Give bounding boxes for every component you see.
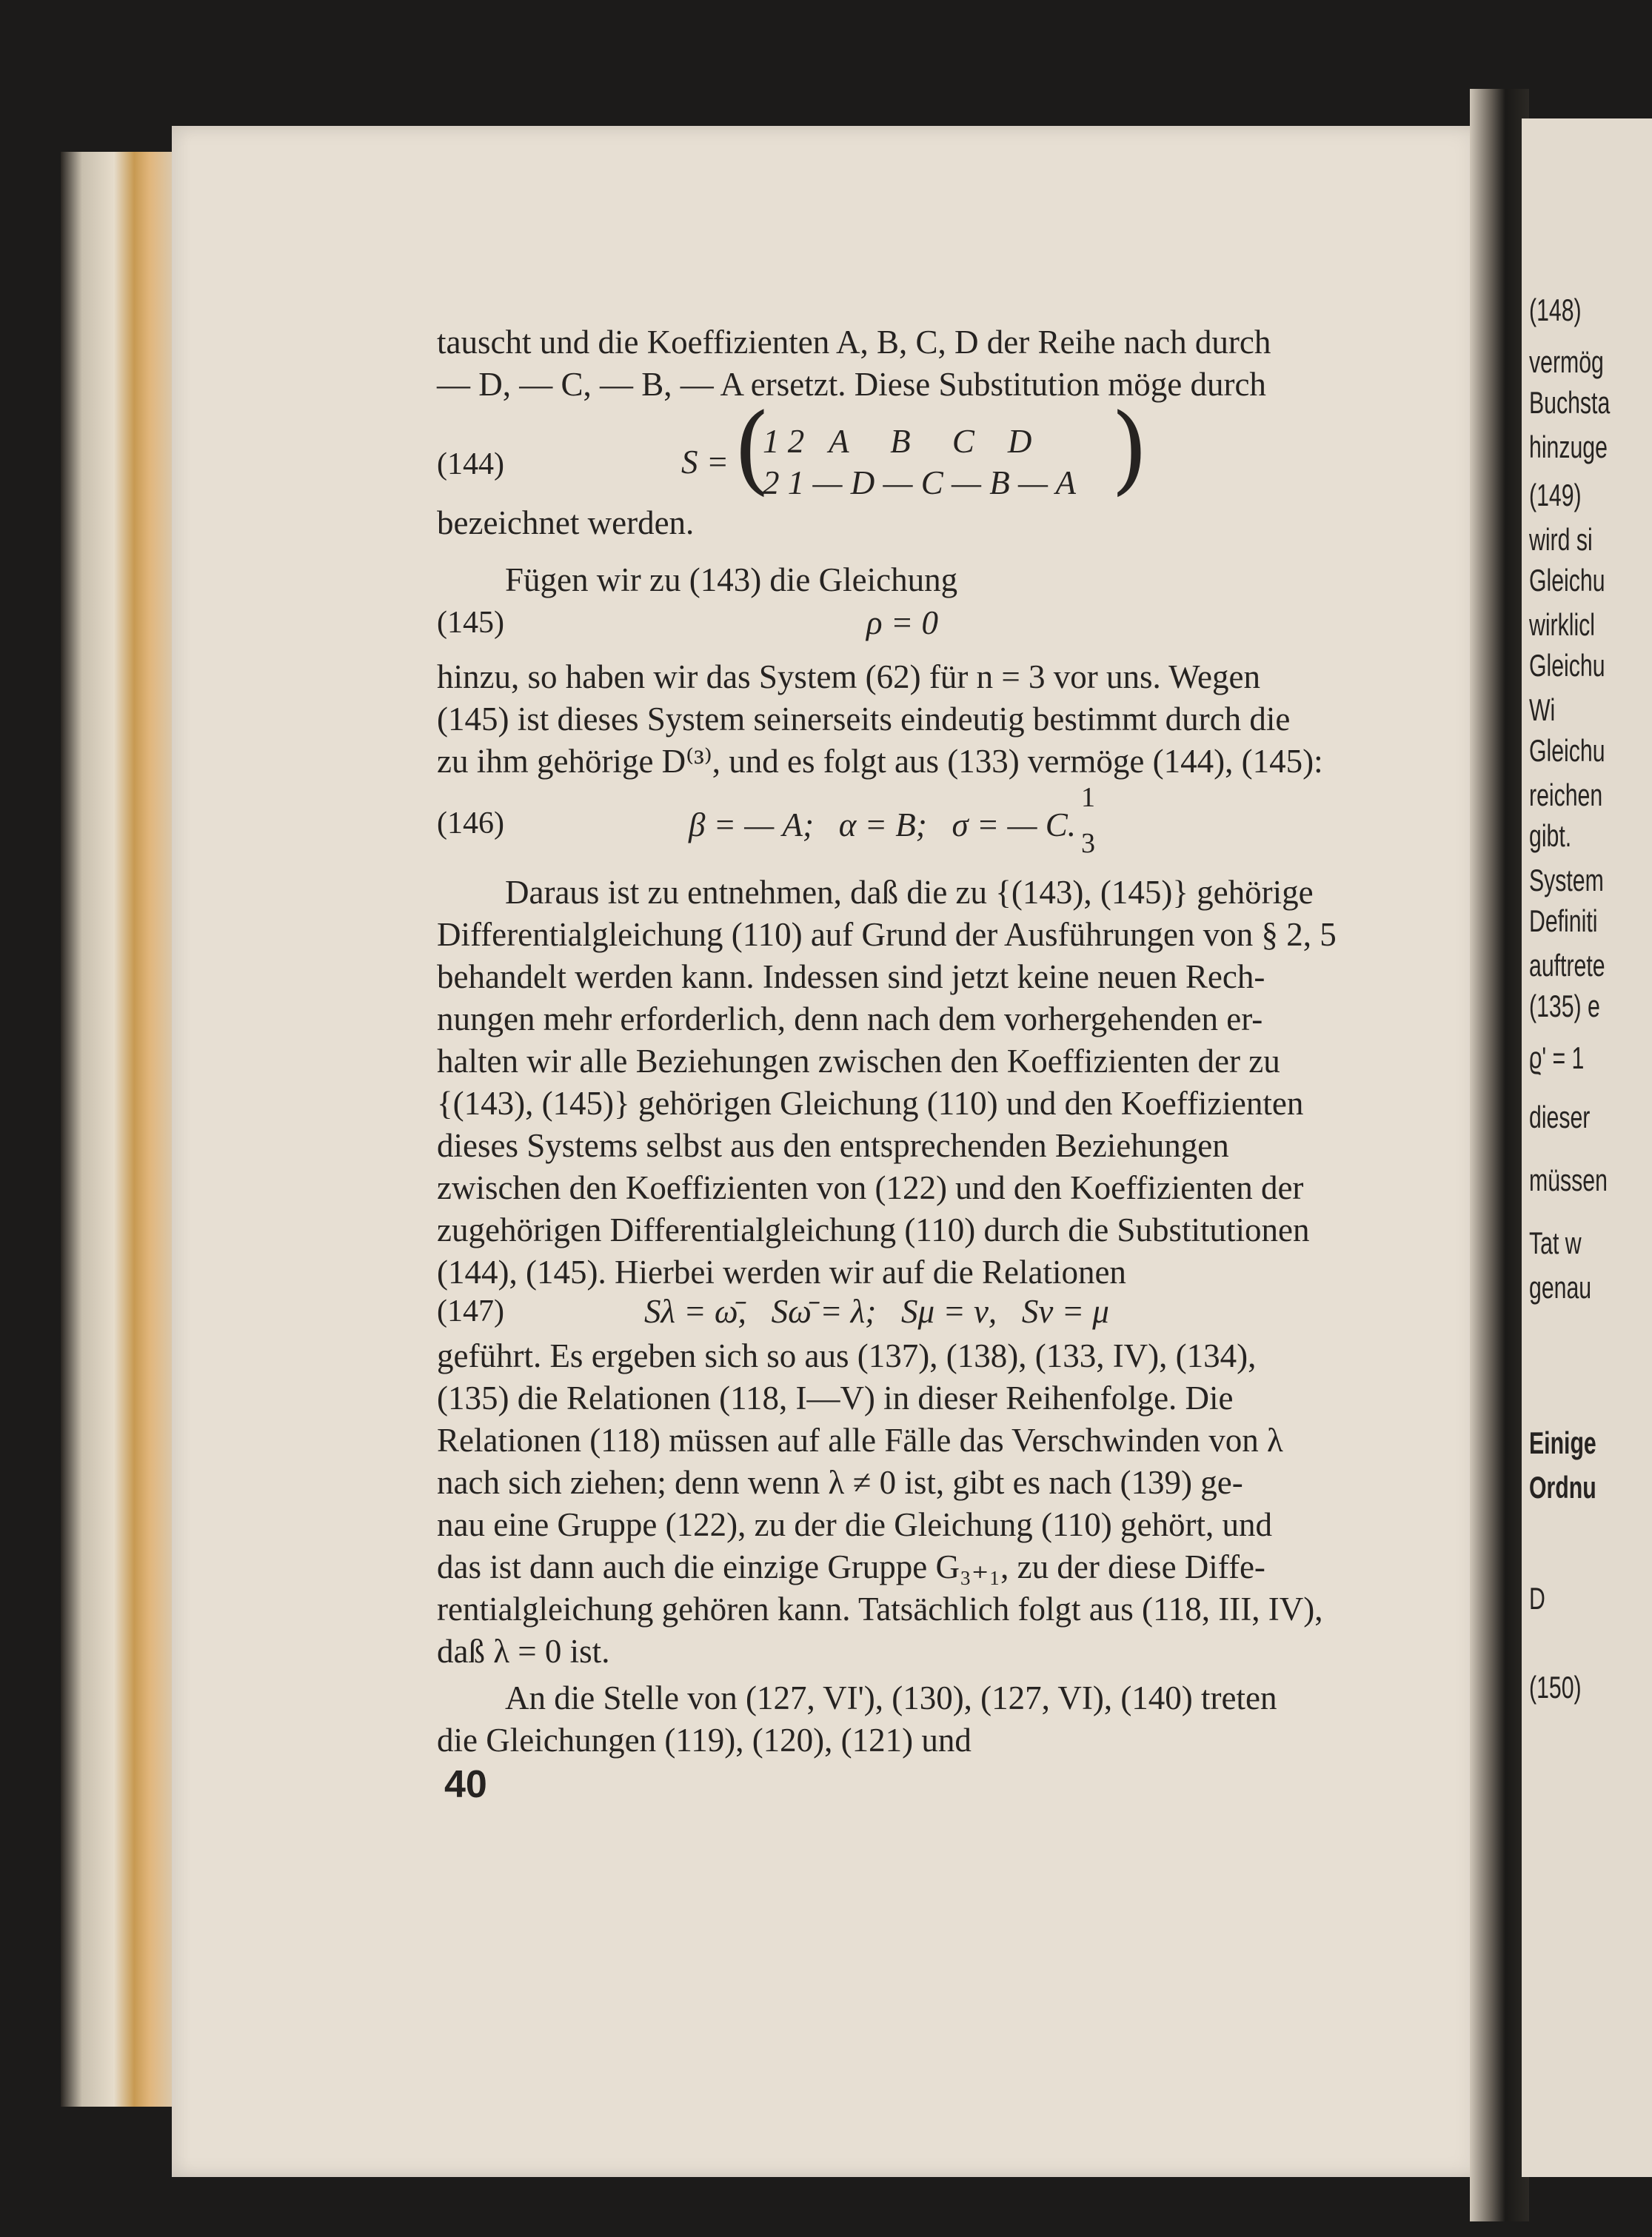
text-line: halten wir alle Beziehungen zwischen den Koeffizienten der zu (437, 1043, 1280, 1080)
right-page-line: Gleichu (1529, 563, 1605, 598)
right-page-line: Definiti (1529, 903, 1598, 938)
text-line: die Gleichungen (119), (120), (121) und (437, 1722, 972, 1759)
matrix-row: 2 1 — D — C — B — A (763, 464, 1076, 501)
right-page-line: hinzuge (1529, 429, 1608, 464)
page-number: 40 (444, 1763, 487, 1806)
book-gutter (1470, 89, 1529, 2221)
right-page-line: ϱ' = 1 (1529, 1040, 1585, 1075)
text-line: An die Stelle von (127, VI'), (130), (127, VI), (140) treten (505, 1679, 1277, 1716)
text-line: dieses Systems selbst aus den entsprechenden Beziehungen (437, 1127, 1229, 1164)
right-page (1522, 118, 1652, 2177)
equation-146: β = — A; α = B; σ = — C. (689, 806, 1077, 843)
text-line: nach sich ziehen; denn wenn λ ≠ 0 ist, gibt es nach (139) ge- (437, 1464, 1243, 1501)
right-page-line: reichen (1529, 778, 1603, 812)
right-page-line: D (1529, 1581, 1545, 1616)
text-line: nungen mehr erforderlich, denn nach dem vorhergehenden er- (437, 1000, 1263, 1037)
right-page-line: (135) e (1529, 989, 1600, 1023)
equation-145: ρ = 0 (866, 604, 938, 641)
equation-number: (146) (437, 806, 504, 840)
matrix-lhs: S = (681, 444, 729, 481)
right-page-line: wird si (1529, 522, 1593, 557)
right-page-line: vermög (1529, 344, 1604, 379)
right-page-line: dieser (1529, 1100, 1591, 1134)
text-line: daß λ = 0 ist. (437, 1633, 610, 1670)
text-line: zugehörigen Differentialgleichung (110) durch die Substitutionen (437, 1211, 1310, 1248)
text-line: behandelt werden kann. Indessen sind jetzt keine neuen Rech- (437, 958, 1265, 995)
text-line: nau eine Gruppe (122), zu der die Gleichung (110) gehört, und (437, 1506, 1272, 1543)
text-line: Relationen (118) müssen auf alle Fälle das Verschwinden von λ (437, 1422, 1283, 1459)
text-line: Daraus ist zu entnehmen, daß die zu {(143), (145)} gehörige (505, 874, 1314, 911)
text-line: — D, — C, — B, — A ersetzt. Diese Substitution möge durch (437, 366, 1266, 403)
fraction-numerator: 1 (1081, 782, 1095, 813)
text-line: (135) die Relationen (118, I—V) in dieser Reihenfolge. Die (437, 1380, 1234, 1417)
text-line: rentialgleichung gehören kann. Tatsächlich folgt aus (118, III, IV), (437, 1591, 1323, 1628)
right-page-line: auftrete (1529, 948, 1605, 983)
right-page-line: (150) (1529, 1670, 1582, 1705)
text-line: hinzu, so haben wir das System (62) für n = 3 vor uns. Wegen (437, 658, 1260, 695)
equation-number: (145) (437, 606, 504, 640)
matrix-row: 1 2 A B C D (763, 423, 1032, 460)
right-page-line: Tat w (1529, 1225, 1582, 1260)
fraction-denominator: 3 (1081, 828, 1095, 859)
text-line: (144), (145). Hierbei werden wir auf die Relationen (437, 1254, 1126, 1291)
text-line: zwischen den Koeffizienten von (122) und den Koeffizienten der (437, 1169, 1304, 1206)
text-line: Differentialgleichung (110) auf Grund der Ausführungen von § 2, 5 (437, 916, 1337, 953)
equation-147: Sλ = ω̄, Sω̄ = λ; Sμ = ν, Sν = μ (644, 1293, 1109, 1330)
right-page-line: Wi (1529, 692, 1556, 727)
text-line: Fügen wir zu (143) die Gleichung (505, 561, 958, 598)
right-paren: ) (1111, 392, 1148, 505)
right-page-line: genau (1529, 1270, 1592, 1305)
right-page-line: wirklicl (1529, 607, 1596, 642)
right-page-line: Einige (1529, 1425, 1596, 1460)
right-page-line: System (1529, 863, 1604, 897)
right-page-line: müssen (1529, 1163, 1608, 1197)
text-line: tauscht und die Koeffizienten A, B, C, D der Reihe nach durch (437, 324, 1271, 361)
right-page-line: gibt. (1529, 818, 1572, 853)
right-page-line: Gleichu (1529, 648, 1605, 683)
text-line: bezeichnet werden. (437, 504, 695, 541)
equation-number: (144) (437, 447, 504, 481)
text-line: geführt. Es ergeben sich so aus (137), (138), (133, IV), (134), (437, 1337, 1257, 1374)
right-page-line: Ordnu (1529, 1470, 1596, 1505)
text-line: das ist dann auch die einzige Gruppe G₃₊₁, zu der diese Diffe- (437, 1548, 1265, 1585)
right-page-line: (148) (1529, 292, 1582, 327)
book-edge (61, 152, 179, 2107)
right-page-line: Buchsta (1529, 385, 1611, 420)
text-line: (145) ist dieses System seinerseits eindeutig bestimmt durch die (437, 700, 1291, 738)
text-line: {(143), (145)} gehörigen Gleichung (110) und den Koeffizienten (437, 1085, 1304, 1122)
equation-number: (147) (437, 1294, 504, 1328)
left-paren: ( (733, 392, 771, 505)
right-page-line: Gleichu (1529, 733, 1605, 768)
text-line: zu ihm gehörige D⁽³⁾, und es folgt aus (133) vermöge (144), (145): (437, 743, 1323, 780)
right-page-line: (149) (1529, 478, 1582, 512)
